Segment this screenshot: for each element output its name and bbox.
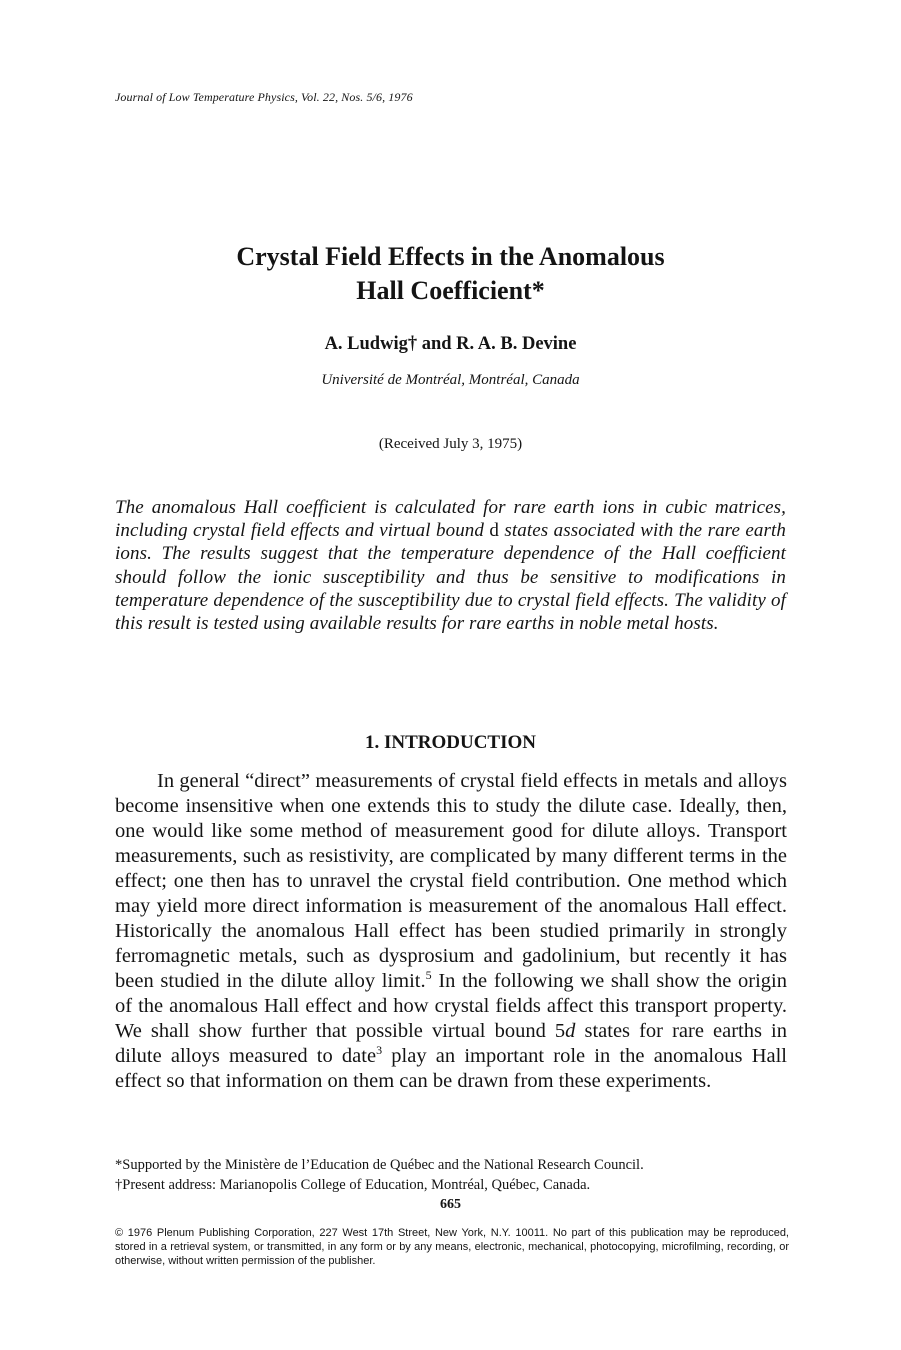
- section-heading: 1. INTRODUCTION: [364, 732, 537, 753]
- intro-text-3: states for rare earths in dilute alloys measured to date: [115, 1020, 787, 1067]
- reference-3: 3: [376, 1043, 383, 1058]
- abstract-d-symbol: d: [489, 520, 499, 542]
- intro-text-1: In general “direct” measurements of crystal field effects in metals and alloys become insensitive when one extends this to study the dilute case. Ideally, then, one would like some method of measurement good for dilute alloys. Transport measurements, such as resistivity, are complicated by many different terms in the effect; one then has to unravel the crystal field contribution. One method which may yield more direct information is measurement of the anomalous Hall effect. Historically the anomalous Hall effect has been studied primarily in strongly ferromagnetic metals, such as dysprosium and gadolinium, but recently it has been studied in the dilute alloy limit.: [115, 770, 787, 992]
- introduction-paragraph: [115, 769, 787, 1094]
- authors: A. Ludwig† and R. A. B. Devine: [324, 334, 577, 354]
- paper-title-line-1: Crystal Field Effects in the Anomalous: [236, 242, 665, 271]
- abstract-text-2: states associated with the rare earth ions. The results suggest that the temperature dependence of the Hall coefficient should follow the ionic susceptibility and thus be sensitive to modifications in temperature dependence of the susceptibility due to crystal field effects. The validity of this result is tested using available results for rare earths in noble metal hosts.: [115, 520, 786, 635]
- intro-text-2: In the following we shall show the origin of the anomalous Hall effect and how crystal fields affect this transport property. We shall show further that possible virtual bound 5: [115, 970, 787, 1042]
- paper-title-line-2: Hall Coefficient*: [356, 276, 545, 305]
- page-number: 665: [440, 1197, 461, 1212]
- journal-header: Journal of Low Temperature Physics, Vol. 22, Nos. 5/6, 1976: [115, 90, 413, 104]
- intro-d-italic: d: [565, 1020, 576, 1042]
- affiliation: Université de Montréal, Montréal, Canada: [321, 372, 580, 388]
- footnote-address: †Present address: Marianopolis College of Education, Montréal, Québec, Canada.: [115, 1177, 591, 1193]
- footnote-support: *Supported by the Ministère de l’Education de Québec and the National Research Council.: [115, 1157, 644, 1173]
- abstract-text-1: The anomalous Hall coefficient is calculated for rare earth ions in cubic matrices, including crystal field effects and virtual bound: [115, 497, 786, 542]
- intro-text-4: play an important role in the anomalous Hall effect so that information on them can be drawn from these experiments.: [115, 1045, 788, 1092]
- received-date: (Received July 3, 1975): [378, 436, 523, 452]
- copyright-notice: © 1976 Plenum Publishing Corporation, 227 West 17th Street, New York, N.Y. 10011. No part of this publication may be reproduced, stored in a retrieval system, or transmitted, in any form or by any means, electronic, mechanical, photocopying, microfilming, recording, or otherwise, without written permission of the publisher.: [115, 1227, 789, 1267]
- footnotes: [115, 1155, 805, 1195]
- abstract: [115, 496, 786, 635]
- reference-5: 5: [425, 968, 432, 983]
